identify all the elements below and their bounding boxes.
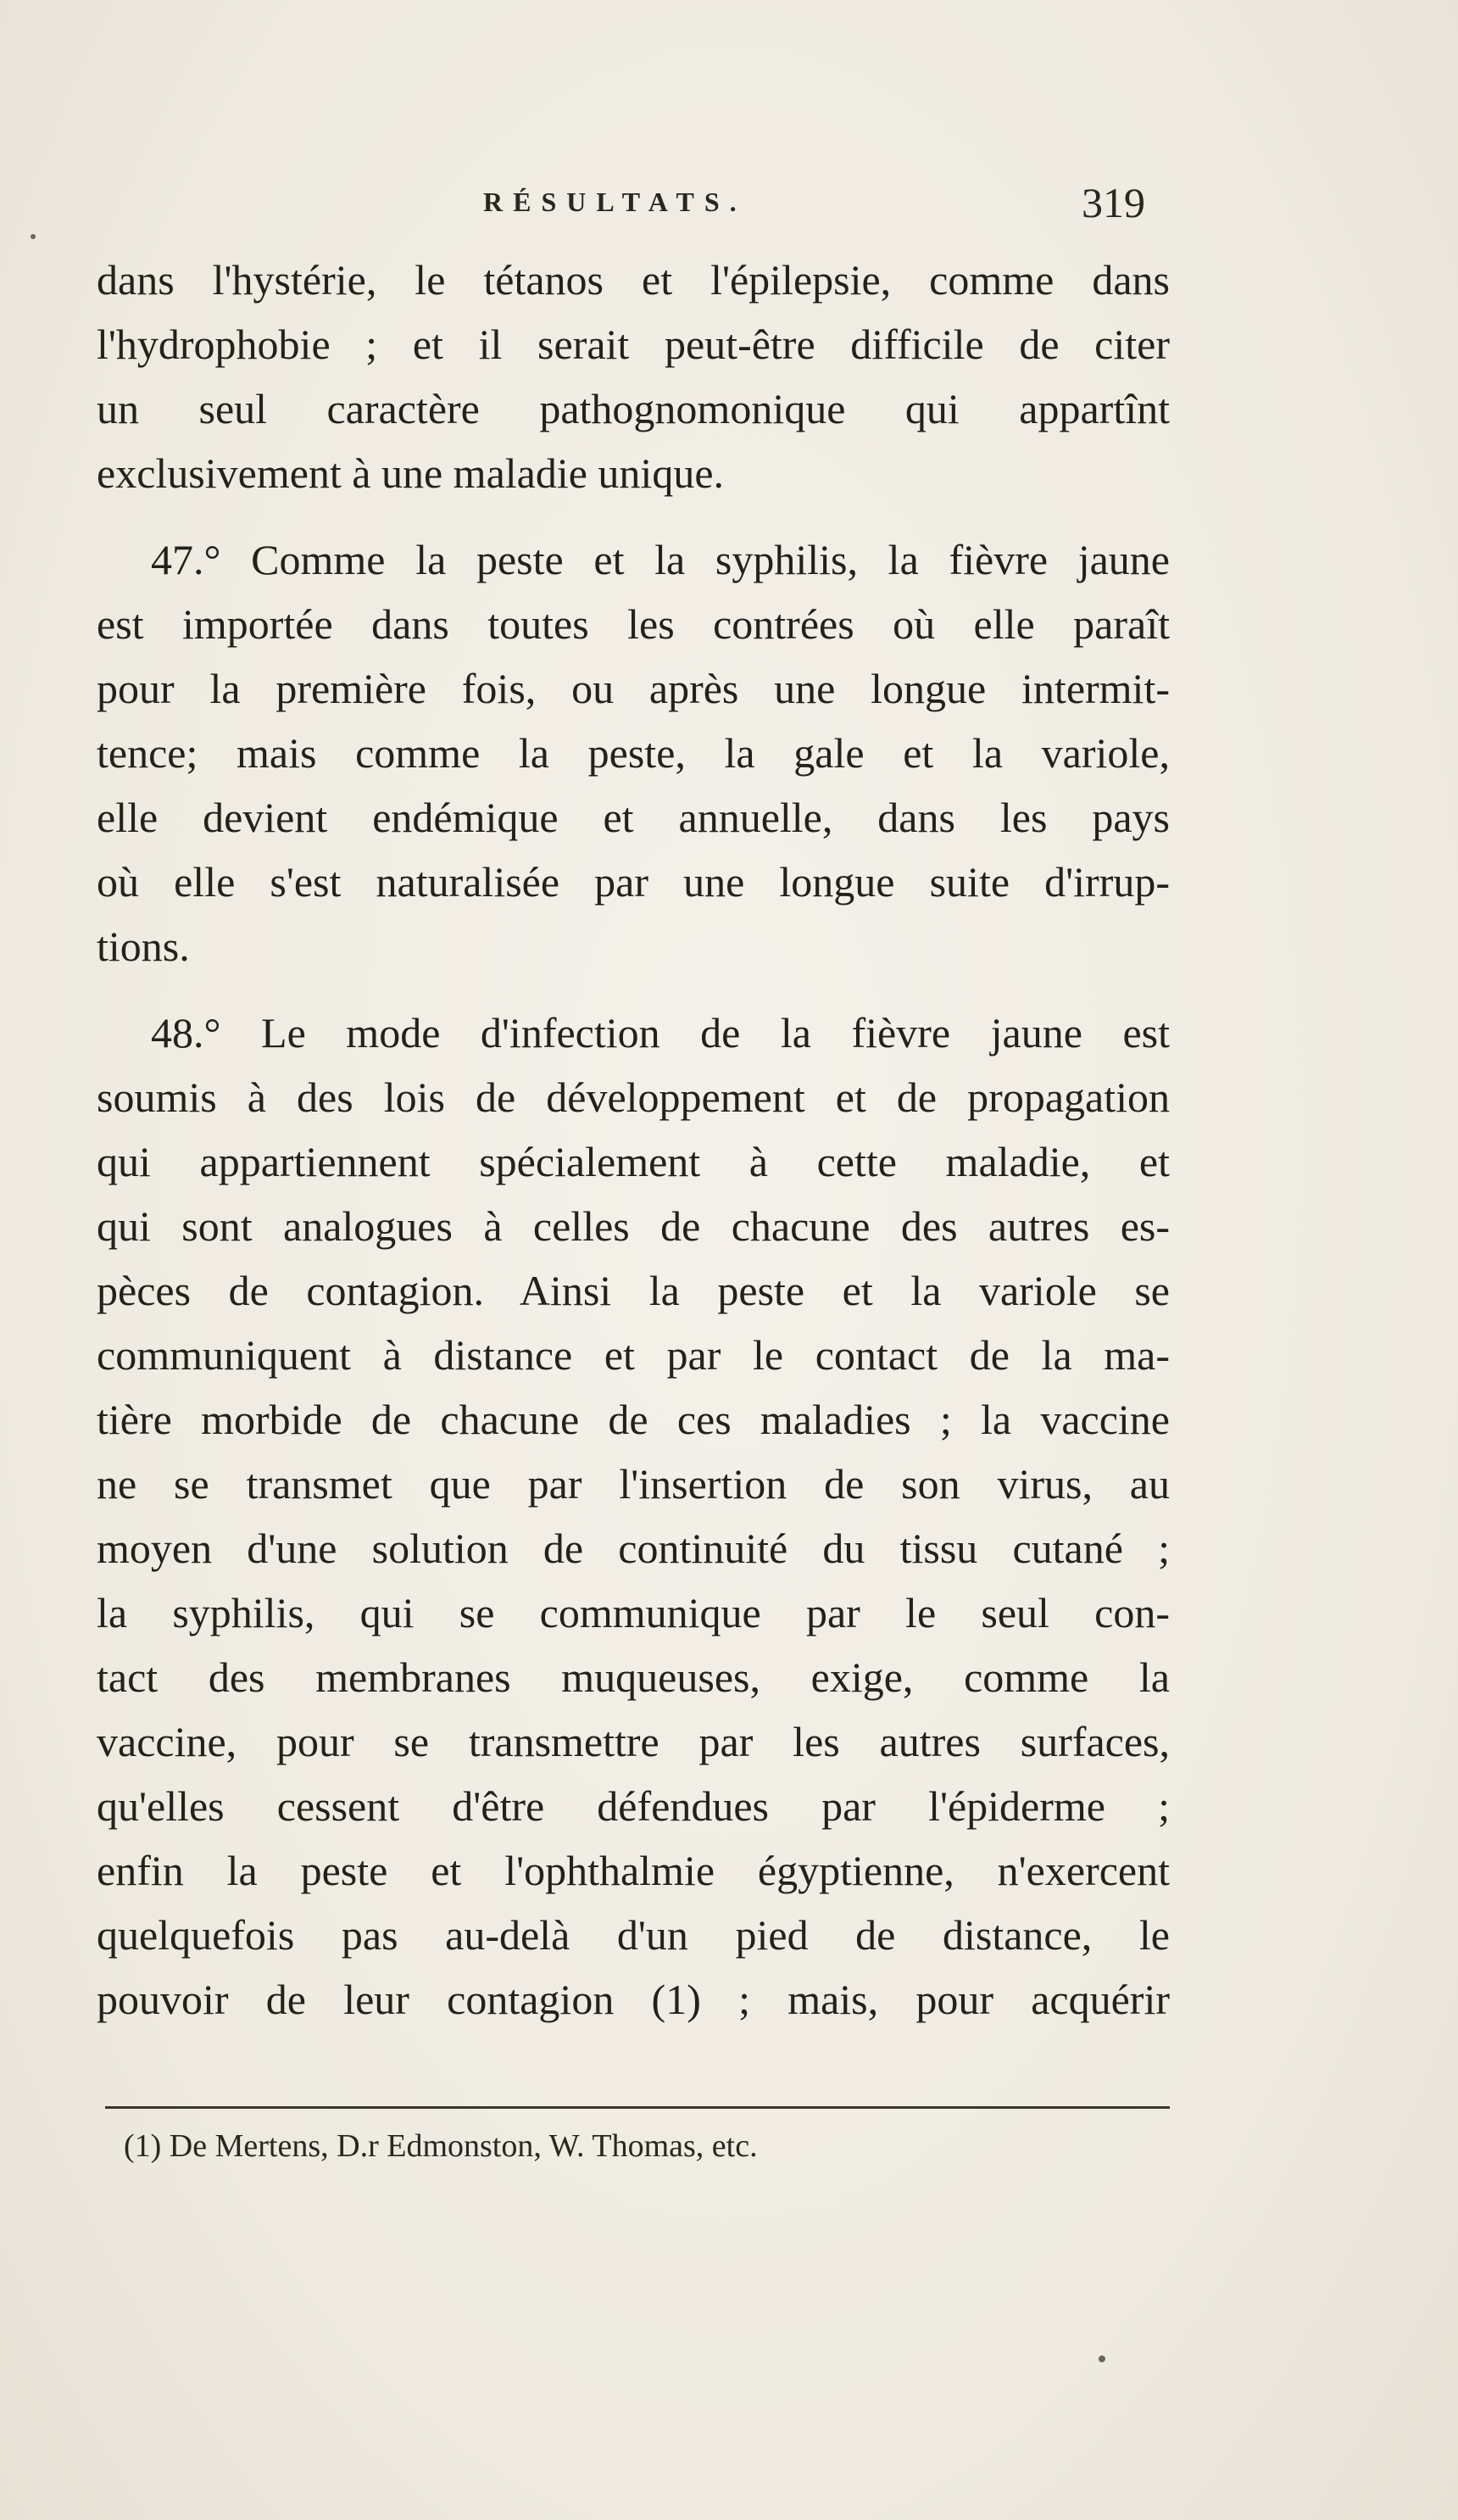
text-line: communiquent à distance et par le contact de la ma- [97, 1331, 1170, 1379]
text-line: ne se transmet que par l'insertion de son virus, au [97, 1460, 1170, 1508]
text-line: tence; mais comme la peste, la gale et la variole, [97, 729, 1170, 777]
text-line: la syphilis, qui se communique par le seul con- [97, 1589, 1170, 1636]
text-line: l'hydrophobie ; et il serait peut-être difficile de citer [97, 321, 1170, 368]
text-line: tions. [97, 923, 190, 970]
text-line: tact des membranes muqueuses, exige, comme la [97, 1653, 1170, 1701]
text-line: dans l'hystérie, le tétanos et l'épilepsie, comme dans [97, 256, 1170, 304]
text-line: est importée dans toutes les contrées où elle paraît [97, 600, 1170, 648]
paper-speck [31, 234, 36, 239]
page-header [0, 175, 1458, 226]
body-text [97, 248, 1170, 2032]
text-line: elle devient endémique et annuelle, dans les pays [97, 794, 1170, 841]
paragraph-47 [97, 527, 1170, 978]
text-line: pèces de contagion. Ainsi la peste et la variole se [97, 1267, 1170, 1314]
text-line: enfin la peste et l'ophthalmie égyptienne, n'exercent [97, 1847, 1170, 1894]
text-line: un seul caractère pathognomonique qui appartînt [97, 385, 1170, 432]
footnote-rule [105, 2106, 1170, 2109]
text-line: quelquefois pas au-delà d'un pied de distance, le [97, 1911, 1170, 1959]
text-line: 47.° Comme la peste et la syphilis, la fièvre jaune [151, 536, 1170, 583]
text-line: qui appartiennent spécialement à cette maladie, et [97, 1138, 1170, 1185]
paragraph-48 [97, 1001, 1170, 2032]
text-line: 48.° Le mode d'infection de la fièvre jaune est [151, 1009, 1170, 1057]
running-head: RÉSULTATS. [483, 187, 747, 217]
text-line: qu'elles cessent d'être défendues par l'épiderme ; [97, 1782, 1170, 1830]
text-line: moyen d'une solution de continuité du tissu cutané ; [97, 1525, 1170, 1572]
text-line: pouvoir de leur contagion (1) ; mais, pour acquérir [97, 1976, 1170, 2023]
paper-speck [1099, 2356, 1105, 2362]
text-line: vaccine, pour se transmettre par les autres surfaces, [97, 1718, 1170, 1765]
page-number: 319 [1082, 179, 1145, 226]
text-line: exclusivement à une maladie unique. [97, 449, 725, 497]
paragraph-continuation [97, 248, 1170, 505]
text-line: qui sont analogues à celles de chacune des autres es- [97, 1202, 1170, 1250]
text-line: soumis à des lois de développement et de propagation [97, 1073, 1170, 1121]
text-line: tière morbide de chacune de ces maladies ; la vaccine [97, 1396, 1170, 1443]
text-line: pour la première fois, ou après une longue intermit- [97, 665, 1170, 712]
footnote: (1) De Mertens, D.r Edmonston, W. Thomas, etc. [124, 2128, 758, 2164]
text-line: où elle s'est naturalisée par une longue suite d'irrup- [97, 858, 1170, 906]
